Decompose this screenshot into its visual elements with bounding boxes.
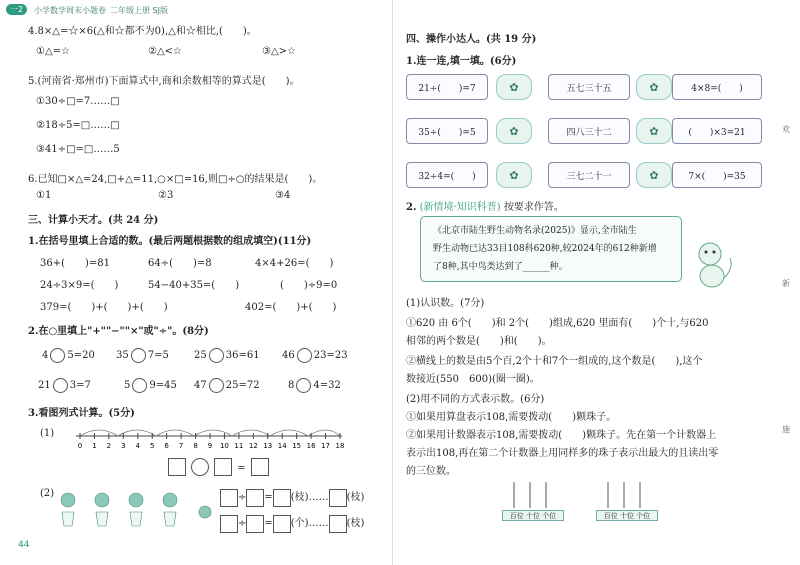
flower-icon: ✿ (636, 162, 672, 188)
q5-option-3: ③41÷□=□……5 (36, 144, 120, 155)
number-line-tick-label: 1 (92, 442, 97, 450)
q5-text: 5.(河南省·郑州市)下面算式中,商和余数相等的算式是( )。 (28, 76, 300, 87)
number-line (74, 424, 344, 450)
header-series: 小学数学周末小题卷 (34, 6, 106, 15)
q42-num: 2. (406, 202, 417, 213)
answer-box[interactable] (251, 458, 269, 476)
bubble-line-3: 了8种,其中鸟类达到了______种。 (433, 262, 568, 272)
blank-circle[interactable] (53, 378, 68, 393)
answer-box[interactable] (220, 489, 238, 507)
flower-icon: ✿ (496, 74, 532, 100)
q31-r1c2: 64÷( )=8 (148, 258, 212, 269)
q42-part2b: ②如果用计数器表示108,需要拨动( )颗珠子。先在第一个计数器上 (406, 430, 717, 441)
blank-circle[interactable] (297, 348, 312, 363)
q33-text: 3.看图列式计算。(5分) (28, 408, 135, 419)
answer-box[interactable] (214, 458, 232, 476)
header-tag: 一2 (6, 4, 27, 15)
number-line-tick-label: 3 (121, 442, 126, 450)
q5-option-2: ②18÷5=□……□ (36, 120, 120, 131)
q32-r1-3: 25 36=61 (194, 350, 260, 361)
answer-box[interactable] (273, 515, 291, 533)
flower-icon: ✿ (496, 118, 532, 144)
q42-part2c: 表示出108,再在第二个计数器上用同样多的珠子表示出最大的且读出零 (406, 448, 719, 459)
counter-1 (500, 478, 560, 512)
edge-char-1: 欢 (782, 125, 790, 134)
q33-line-a: ÷ = (枝)…… (枝) (220, 488, 364, 507)
q5-option-1: ①30÷□=7……□ (36, 96, 120, 107)
q4-option-1: ①△=☆ (36, 46, 70, 57)
bubble-line-2: 野生动物已达33目108科620种,较2024年的612种新增 (433, 244, 657, 254)
header-grade: 二年级上册 SJ版 (110, 6, 168, 15)
q4-option-3: ③△>☆ (262, 46, 296, 57)
blank-circle[interactable] (209, 378, 224, 393)
q32-r1-1: 4 5=20 (42, 350, 95, 361)
q42-part2a: ①如果用算盘表示108,需要拨动( )颗珠子。 (406, 412, 617, 423)
left-card-3: 32÷4=( ) (406, 162, 488, 188)
q31-r2c1: 24÷3×9=( ) (40, 280, 119, 291)
q32-r2-3: 47 25=72 (194, 380, 260, 391)
answer-circle[interactable] (191, 458, 209, 476)
number-line-tick-label: 0 (77, 442, 83, 450)
edge-char-2: 新 (782, 279, 790, 288)
number-line-tick-label: 13 (263, 442, 273, 450)
q42-part2: (2)用不同的方式表示数。(6分) (406, 394, 545, 405)
number-line-tick-label: 9 (207, 442, 213, 450)
q33-label-1: (1) (40, 428, 55, 439)
q31-r3c1: 379=( )+( )+( ) (40, 302, 168, 313)
vase-3 (129, 493, 143, 526)
flower-icon: ✿ (636, 74, 672, 100)
right-card-3: 7×( )=35 (672, 162, 762, 188)
vase-1 (61, 493, 75, 526)
vase-4 (163, 493, 177, 526)
q42-part1a: ①620 由 6个( )和 2个( )组成,620 里面有( )个十,与620 (406, 318, 709, 329)
page-number-text: 44 (18, 540, 30, 550)
counter-2 (594, 478, 654, 512)
number-line-tick-label: 4 (135, 442, 141, 450)
right-card-1: 4×8=( ) (672, 74, 762, 100)
q4-text: 4.8×△=☆×6(△和☆都不为0),△和☆相比,( )。 (28, 26, 257, 37)
blank-circle[interactable] (296, 378, 311, 393)
number-line-tick-label: 7 (178, 442, 184, 450)
answer-box[interactable] (168, 458, 186, 476)
number-line-tick-label: 6 (164, 442, 169, 450)
number-line-tick-label: 12 (248, 442, 258, 450)
q32-r1-4: 46 23=23 (282, 350, 348, 361)
section3-title: 三、计算小天才。(共 24 分) (28, 215, 159, 226)
answer-box[interactable] (220, 515, 238, 533)
flower-icon: ✿ (636, 118, 672, 144)
answer-box[interactable] (273, 489, 291, 507)
number-line-tick-label: 17 (321, 442, 331, 450)
blank-circle[interactable] (131, 348, 146, 363)
blank-circle[interactable] (209, 348, 224, 363)
page-gutter (392, 0, 393, 565)
mid-card-3: 三七二十一 (548, 162, 630, 188)
q42-tag: (新情境·知识科普) (419, 202, 501, 213)
answer-box[interactable] (246, 489, 264, 507)
q31-text: 1.在括号里填上合适的数。(最后两题根据数的组成填空)(11分) (28, 236, 312, 247)
q31-r3c3: 402=( )+( ) (245, 302, 337, 313)
number-line-tick-label: 2 (106, 442, 112, 450)
q6-option-1: ①1 (36, 190, 52, 201)
counter-1-label: 百位 十位 个位 (502, 510, 564, 521)
vase-2 (95, 493, 109, 526)
q31-r1c3: 4×4+26=( ) (255, 258, 334, 269)
q42-part1d: 数接近(550 600)(圈一圈)。 (406, 374, 540, 385)
q42-part1c: ②横线上的数是由5个百,2个十和7个一组成的,这个数是( ),这个 (406, 356, 703, 367)
q32-r1-2: 35 7=5 (116, 350, 169, 361)
flower-vases-picture (50, 490, 220, 530)
q6-option-3: ③4 (275, 190, 291, 201)
answer-box[interactable] (329, 489, 347, 507)
q33-line-b: ÷ = (个)…… (枝) (220, 514, 364, 533)
q31-r1c1: 36+( )=81 (40, 258, 111, 269)
monkey-illustration (688, 238, 736, 290)
number-line-tick-label: 10 (219, 442, 229, 450)
q32-r2-4: 8 4=32 (288, 380, 341, 391)
q6-option-2: ②3 (158, 190, 174, 201)
answer-box[interactable] (246, 515, 264, 533)
number-line-tick-label: 14 (277, 442, 287, 450)
left-card-1: 21÷( )=7 (406, 74, 488, 100)
edge-char-3: 施 (782, 425, 790, 434)
q33-eq1: = (168, 456, 269, 476)
q42-text: 按要求作答。 (503, 202, 564, 213)
q31-r2c2: 54−40+35=( ) (148, 280, 240, 291)
right-card-2: ( )×3=21 (672, 118, 762, 144)
number-line-tick-label: 15 (292, 442, 302, 450)
q42-part1b: 相邻的两个数是( )和( )。 (406, 336, 552, 347)
q33-label-2: (2) (40, 488, 55, 499)
q32-r2-1: 21 3=7 (38, 380, 91, 391)
q42-part2d: 的三位数。 (406, 466, 456, 477)
q42-part1: (1)认识数。(7分) (406, 298, 485, 309)
blank-circle[interactable] (50, 348, 65, 363)
mid-card-1: 五七三十五 (548, 74, 630, 100)
q32-r2-2: 5 9=45 (124, 380, 177, 391)
blank-circle[interactable] (132, 378, 147, 393)
number-line-tick-label: 18 (335, 442, 344, 450)
mid-card-2: 四八三十二 (548, 118, 630, 144)
q32-text: 2.在○里填上"+""−""×"或"÷"。(8分) (28, 326, 209, 337)
number-line-tick-label: 5 (149, 442, 155, 450)
flower-icon: ✿ (496, 162, 532, 188)
number-line-tick-label: 16 (306, 442, 316, 450)
number-line-tick-label: 8 (193, 442, 198, 450)
q32-row1 (42, 348, 95, 363)
answer-box[interactable] (329, 515, 347, 533)
q6-text: 6.已知□×△=24,□+△=11,○×□=16,则□÷○的结果是( )。 (28, 174, 323, 185)
q41-text: 1.连一连,填一填。(6分) (406, 56, 517, 67)
counter-2-label: 百位 十位 个位 (596, 510, 658, 521)
info-bubble (420, 216, 682, 282)
bubble-line-1: 《北京市陆生野生动物名录(2025)》显示,全市陆生 (433, 226, 637, 236)
extra-flower (199, 506, 211, 518)
number-line-tick-label: 11 (234, 442, 244, 450)
q4-option-2: ②△<☆ (148, 46, 182, 57)
q31-r2c3: ( )÷9=0 (280, 280, 338, 291)
q42-heading (406, 198, 564, 213)
section4-title: 四、操作小达人。(共 19 分) (406, 34, 537, 45)
left-card-2: 35÷( )=5 (406, 118, 488, 144)
page-number (18, 540, 29, 550)
